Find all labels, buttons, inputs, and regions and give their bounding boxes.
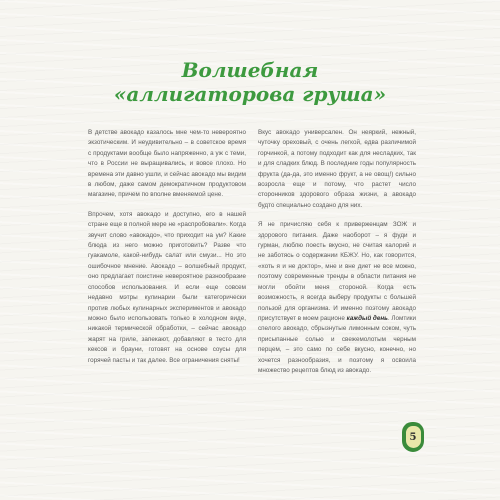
paragraph: В детстве авокадо казалось мне чем-то невероятно экзотическим. И неудивительно – в советское время с продуктами вообще было напряженно, а уж с теми, что в России не выращивались, и вовсе плохо. Но времена эти давно ушли, и сейчас авокадо мы видим в любом, даже самом демократичном продуктовом магазине, причем по вполне вменяемой цене. bbox=[88, 129, 246, 199]
paragraph: Впрочем, хотя авокадо и доступно, его в нашей стране еще в полной мере не «распробовали». Когда звучит слово «авокадо», что приходит на ум? Какие блюда из него можно приготовить? Разве что гуакамоле, какой-нибудь салат или смузи... Но это ошибочное мнение. Авокадо – волшебный продукт, оно предлагает поистине невероятное разнообразие способов использования. И если еще совсем недавно мэтры кулинарии были категорически против любых кулинарных экспериментов и авокадо можно было использовать только в холодном виде, никакой термической обработки, – сейчас авокадо жарят на гриле, запекают, добавляют в тесто для кексов и брауни, готовят на основе соусы для горячей пасты и так далее. Все ограничения сняты! bbox=[88, 210, 246, 364]
paragraph-text: Я не причисляю себя к приверженцам ЗОЖ и здорового питания. Даже наоборот – я фуди и гурман, люблю поесть вкусно, не считая калорий и не заботясь о содержании КБЖУ. Но, как говорится, «хоть я и не доктор», мне и вне диет не все можно, поэтому современные тренды в области питания не могли обойти меня стороной. Когда есть возможность, я всегда выберу продукты с большей пользой для организма. И именно поэтому авокадо присутствует в моем рационе bbox=[258, 221, 416, 322]
page-title bbox=[100, 58, 400, 106]
avocado-icon bbox=[406, 426, 421, 448]
emphasis-text: каждый день bbox=[346, 314, 388, 322]
title-line-2: «аллигаторова груша» bbox=[113, 82, 387, 106]
paragraph-text: . Ломтики спелого авокадо, сбрызнутые лимонным соком, чуть присыпанные солью и свежемолотым черным перцем, – это само по себе вкусно, конечно, но хочется разнообразия, и поэтому я освоила множество рецептов блюд из авокадо. bbox=[258, 314, 417, 374]
left-text-column bbox=[88, 128, 246, 375]
page-number: 5 bbox=[409, 431, 417, 443]
title-line-1: Волшебная bbox=[181, 58, 319, 82]
paragraph: Вкус авокадо универсален. Он неяркий, нежный, чуточку ореховый, с очень легкой, едва различимой горчинкой, а потому подходит как для несладких, так и для сладких блюд. В последние годы популярность фрукта (да-да, это именно фрукт, а не овощ!) сильно возросла еще и потому, что растет число сторонников здорового образа жизни, а авокадо будто специально создано для них. bbox=[258, 129, 416, 209]
paragraph bbox=[258, 220, 416, 376]
right-text-column bbox=[258, 128, 416, 385]
avocado-page-badge bbox=[402, 422, 424, 452]
